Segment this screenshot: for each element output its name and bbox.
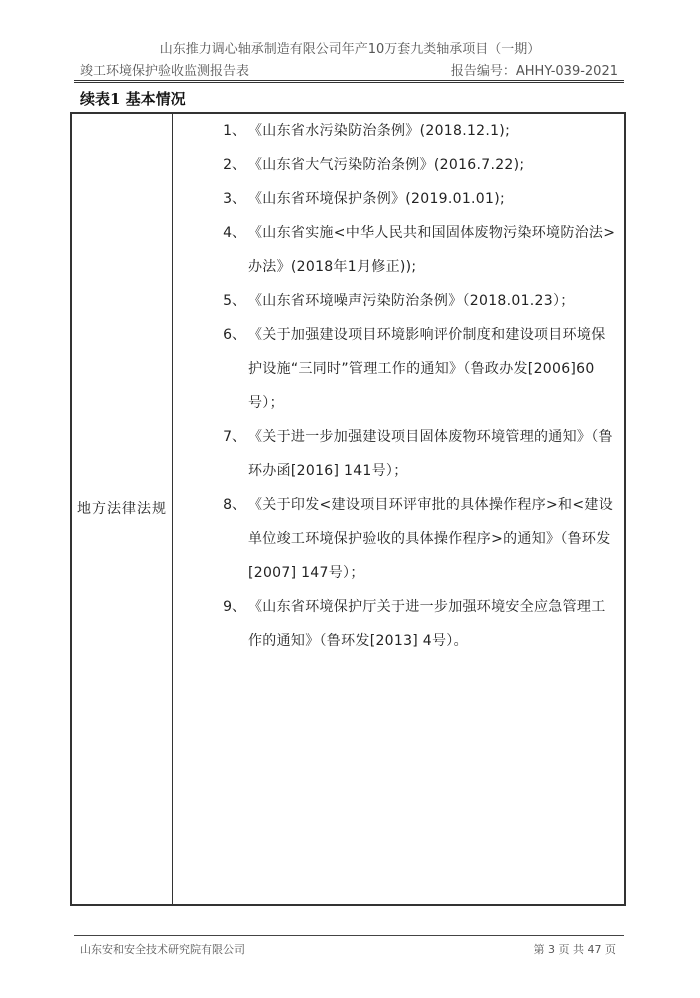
list-item	[184, 182, 616, 216]
footer-organization: 山东安和安全技术研究院有限公司	[80, 943, 245, 956]
item-text: 《关于印发<建设项目环评审批的具体操作程序>和<建设单位竣工环境保护验收的具体操作程序>的通知》（鲁环发[2007] 147号）；	[248, 497, 613, 581]
item-number: 3、	[223, 191, 246, 207]
label-cell	[72, 114, 172, 904]
list-item	[184, 420, 616, 488]
footer-page-number: 第 3 页 共 47 页	[533, 943, 616, 956]
list-item	[184, 590, 616, 658]
item-number: 1、	[223, 123, 246, 139]
item-text: 《山东省水污染防治条例》(2018.12.1);	[248, 123, 511, 139]
item-number: 9、	[223, 599, 246, 615]
header-project-title: 山东推力调心轴承制造有限公司年产10万套九类轴承项目（一期）	[159, 42, 541, 57]
item-number: 4、	[223, 225, 246, 241]
basic-info-table	[70, 112, 626, 906]
item-number: 7、	[223, 429, 246, 445]
list-item	[184, 488, 616, 590]
item-number: 8、	[223, 497, 246, 513]
item-number: 6、	[223, 327, 246, 343]
header-report-type: 竣工环境保护验收监测报告表	[80, 64, 250, 79]
list-item	[184, 114, 616, 148]
item-text: 《山东省大气污染防治条例》(2016.7.22);	[248, 157, 525, 173]
item-text: 《山东省环境保护条例》(2019.01.01);	[248, 191, 505, 207]
regulation-list	[184, 114, 616, 658]
header-report-number: 报告编号：AHHY-039-2021	[450, 64, 618, 79]
item-text: 《山东省环境噪声污染防治条例》（2018.01.23）；	[248, 293, 575, 309]
item-number: 5、	[223, 293, 246, 309]
item-number: 2、	[223, 157, 246, 173]
list-item	[184, 148, 616, 182]
list-item	[184, 216, 616, 284]
section-title: 续表1 基本情况	[80, 90, 186, 108]
item-text: 《关于加强建设项目环境影响评价制度和建设项目环境保护设施“三同时”管理工作的通知》（鲁政办发[2006]60号）；	[248, 327, 606, 411]
item-text: 《山东省环境保护厅关于进一步加强环境安全应急管理工作的通知》（鲁环发[2013] 4号）。	[248, 599, 606, 649]
list-item	[184, 284, 616, 318]
footer-rule	[74, 935, 624, 936]
item-text: 《山东省实施<中华人民共和国固体废物污染环境防治法>办法》(2018年1月修正));	[248, 225, 616, 275]
header-rule-thin	[74, 82, 624, 83]
item-text: 《关于进一步加强建设项目固体废物环境管理的通知》（鲁环办函[2016] 141号）；	[248, 429, 613, 479]
header-rule	[74, 80, 624, 81]
row-label: 地方法律法规	[77, 501, 167, 517]
list-item	[184, 318, 616, 420]
column-divider	[172, 114, 173, 904]
